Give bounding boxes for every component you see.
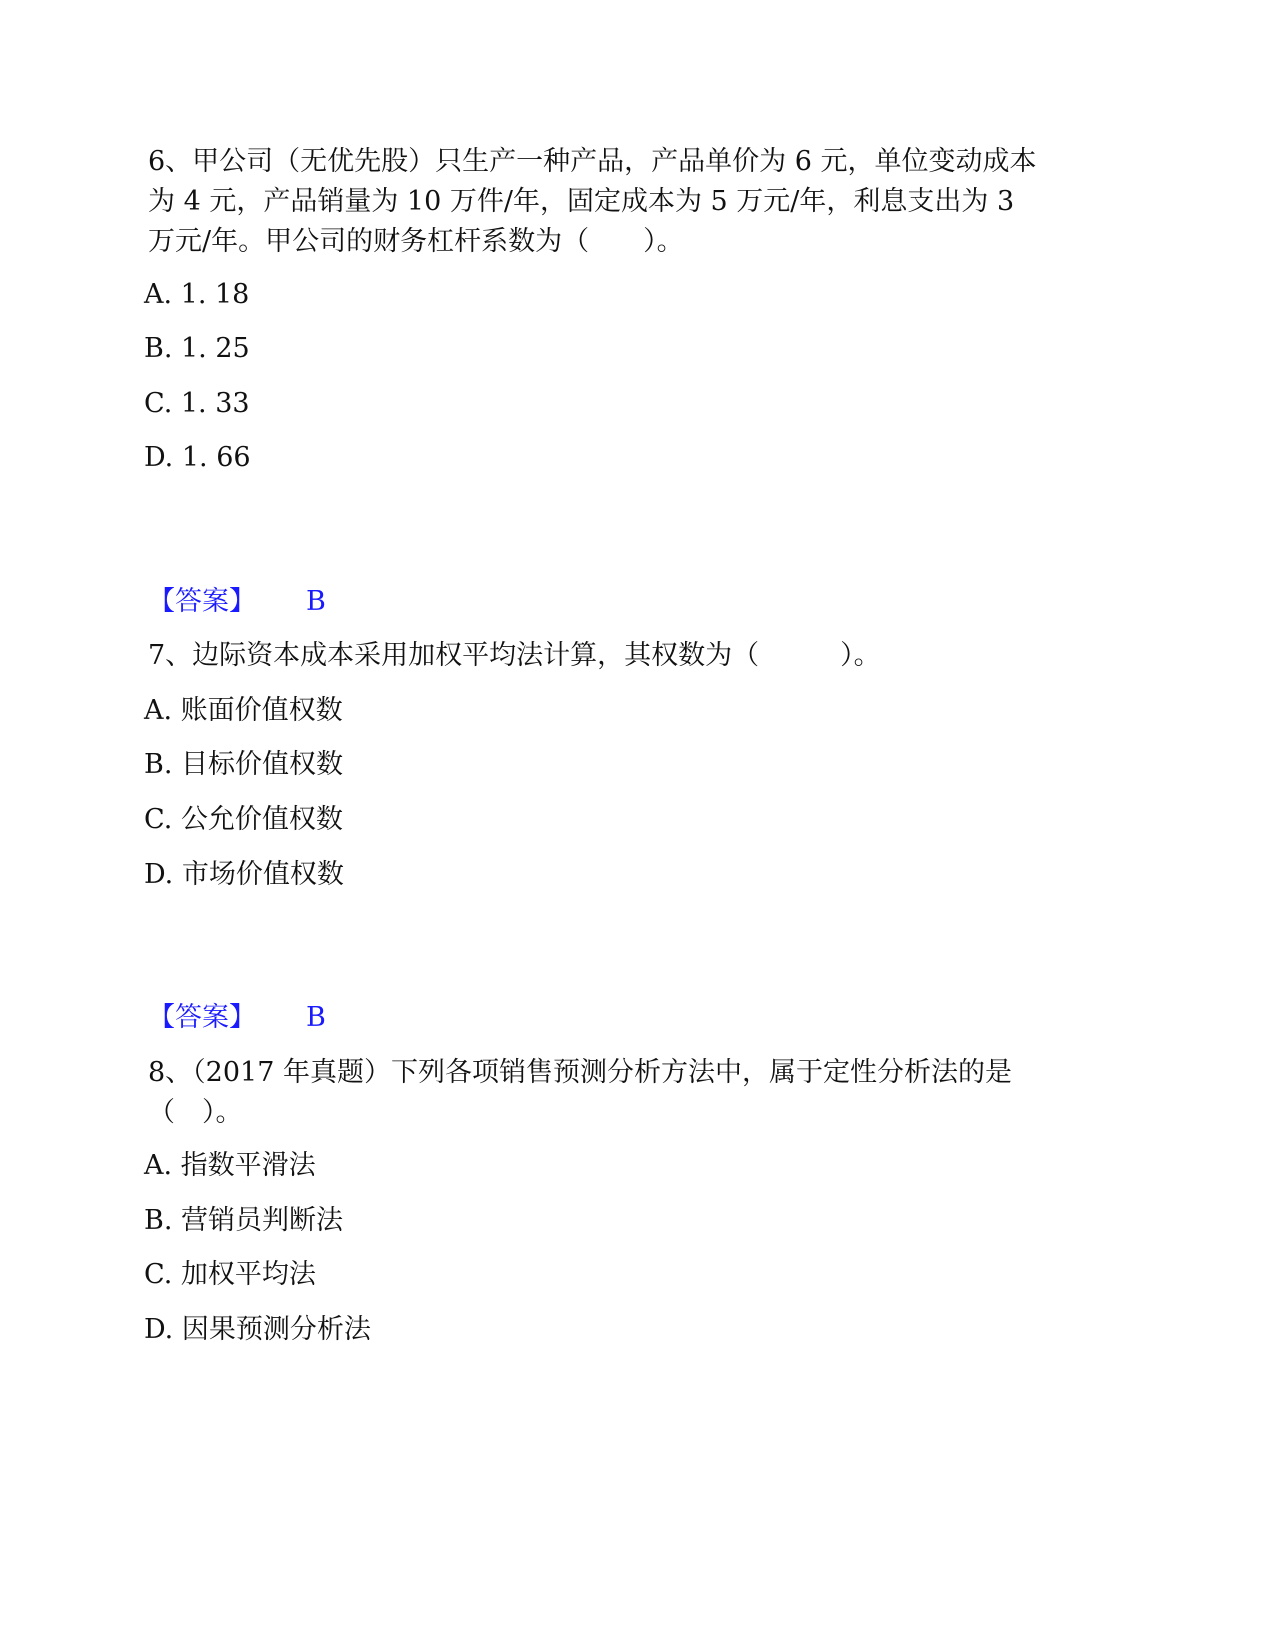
question-6: [148, 142, 1048, 262]
answer-value: B: [306, 1002, 326, 1033]
answer-line: [148, 998, 326, 1038]
option-a: A. 1. 18: [144, 279, 250, 310]
option-b: B. 1. 25: [144, 333, 250, 364]
option-d: D. 1. 66: [144, 442, 251, 473]
option-d: D. 市场价值权数: [144, 859, 344, 890]
question-stem: 7、边际资本成本采用加权平均法计算，其权数为（ ）。: [148, 640, 881, 671]
answer-line: [148, 582, 326, 622]
option-c: C. 加权平均法: [144, 1259, 316, 1290]
option-b: B. 目标价值权数: [144, 749, 344, 780]
question-stem: 6、甲公司（无优先股）只生产一种产品，产品单价为 6 元，单位变动成本为 4 元，产品销量为 10 万件/年，固定成本为 5 万元/年，利息支出为 3 万元/年。甲公司的财务杠杆系数为（ ）。: [148, 146, 1037, 257]
answer-value: B: [306, 586, 326, 617]
option-d: D. 因果预测分析法: [144, 1314, 371, 1345]
option-c: C. 公允价值权数: [144, 804, 343, 835]
answer-label: 【答案】: [148, 1002, 256, 1033]
answer-label: 【答案】: [148, 586, 256, 617]
question-stem: 8、（2017 年真题）下列各项销售预测分析方法中，属于定性分析法的是（ ）。: [148, 1057, 1012, 1128]
option-b: B. 营销员判断法: [144, 1205, 344, 1236]
option-a: A. 账面价值权数: [144, 695, 343, 726]
option-c: C. 1. 33: [144, 388, 250, 419]
option-a: A. 指数平滑法: [144, 1150, 316, 1181]
